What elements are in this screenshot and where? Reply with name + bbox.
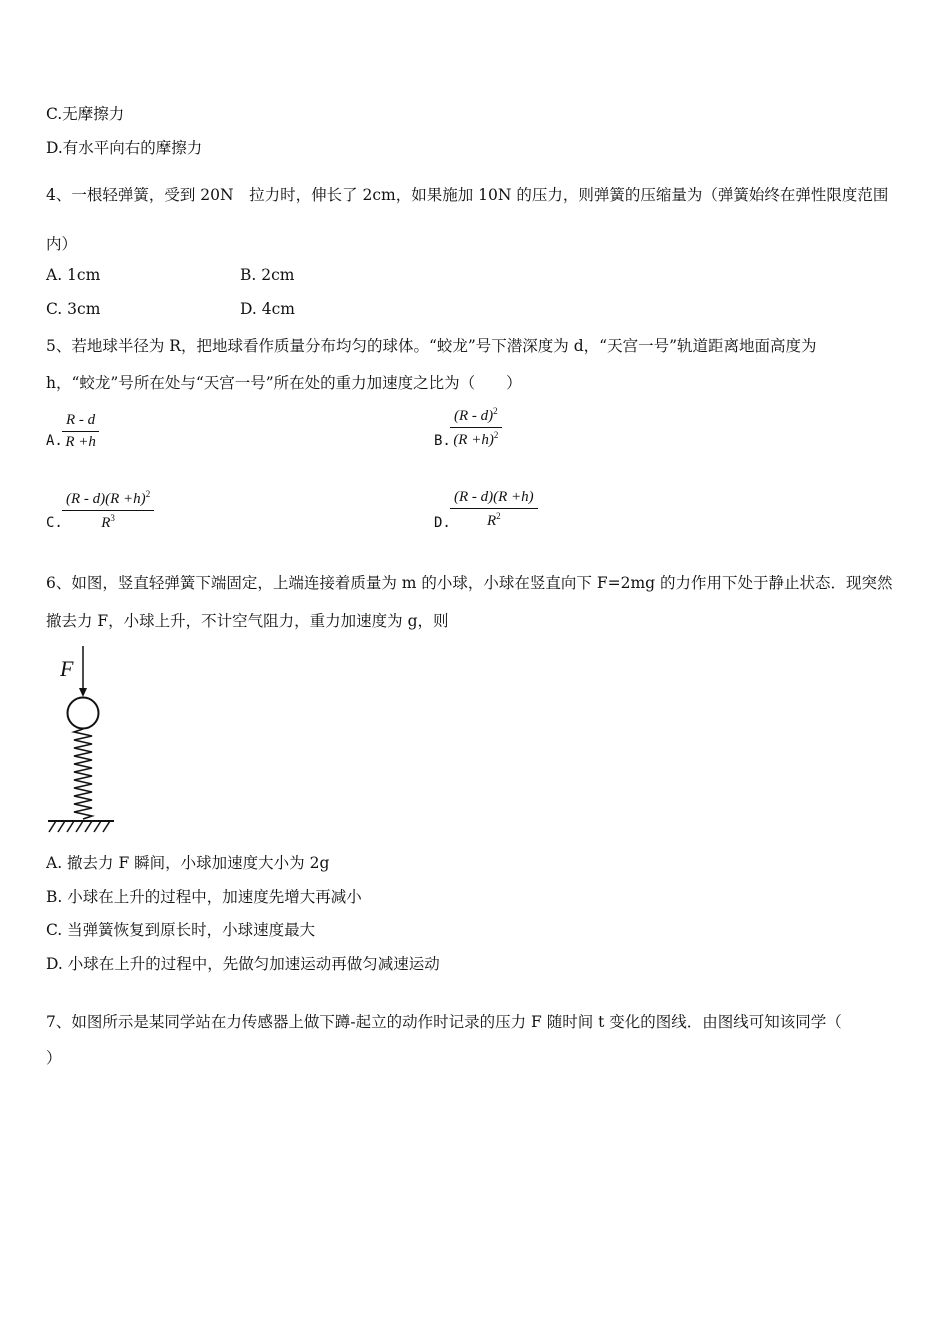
ball xyxy=(68,698,99,729)
q4-stem-line1: 4、一根轻弹簧，受到 20N 拉力时，伸长了 2cm，如果施加 10N 的压力，则弹簧的压缩量为（弹簧始终在弹性限度范围 xyxy=(46,186,889,204)
q5-option-d-numerator: (R - d)(R +h) xyxy=(450,489,538,509)
q5-option-c-numerator: (R - d)(R +h) xyxy=(66,491,146,507)
q7-stem-line2: ） xyxy=(46,1049,62,1067)
q4-option-d: D. 4cm xyxy=(240,300,295,318)
q5-option-c-num-exponent: 2 xyxy=(145,489,151,499)
q5-option-c-den-exponent: 3 xyxy=(110,513,115,523)
q5-option-a-formula xyxy=(62,412,99,451)
spring xyxy=(74,729,92,819)
q5-option-a-label: A. xyxy=(46,433,63,449)
q5-option-c-label: C. xyxy=(46,515,63,531)
q5-option-a-numerator: R - d xyxy=(62,412,99,432)
q5-option-b-den-exponent: 2 xyxy=(493,430,499,440)
q5-option-b-num-exponent: 2 xyxy=(493,406,498,416)
option-c-prev: C.无摩擦力 xyxy=(46,105,125,123)
q5-stem-line1: 5、若地球半径为 R，把地球看作质量分布均匀的球体。“蛟龙”号下潜深度为 d，“天宫一号”轨道距离地面高度为 xyxy=(46,337,817,355)
q4-option-c: C. 3cm xyxy=(46,300,101,318)
q6-option-c: C. 当弹簧恢复到原长时，小球速度最大 xyxy=(46,921,316,939)
q6-stem-line2: 撤去力 F，小球上升，不计空气阻力，重力加速度为 g，则 xyxy=(46,612,449,630)
q4-stem-line2: 内） xyxy=(46,235,78,253)
q5-option-d-label: D. xyxy=(434,515,451,531)
q6-option-a: A. 撤去力 F 瞬间，小球加速度大小为 2g xyxy=(46,854,330,872)
q7-stem-line1: 7、如图所示是某同学站在力传感器上做下蹲-起立的动作时记录的压力 F 随时间 t 变化的图线．由图线可知该同学（ xyxy=(46,1013,842,1031)
q4-option-a: A. 1cm xyxy=(46,266,101,284)
q6-option-d: D. 小球在上升的过程中，先做匀加速运动再做匀减速运动 xyxy=(46,955,440,973)
q6-stem-line1: 6、如图，竖直轻弹簧下端固定，上端连接着质量为 m 的小球，小球在竖直向下 F=2mg 的力作用下处于静止状态．现突然 xyxy=(46,574,893,592)
q5-option-d-den-exponent: 2 xyxy=(496,511,501,521)
force-arrow-head xyxy=(79,688,87,697)
ground-hatching xyxy=(49,821,110,832)
q5-option-b-numerator: (R - d) xyxy=(454,408,494,424)
option-d-prev: D.有水平向右的摩擦力 xyxy=(46,139,203,157)
q5-option-b-label: B. xyxy=(434,433,451,449)
q5-option-b-formula xyxy=(450,406,502,449)
q5-option-c-denominator: R xyxy=(101,515,111,531)
spring-ball-figure xyxy=(44,642,124,836)
q5-stem-line2: h，“蛟龙”号所在处与“天宫一号”所在处的重力加速度之比为（ ） xyxy=(46,374,522,392)
q5-option-c-formula xyxy=(62,489,154,532)
q5-option-a-denominator: R +h xyxy=(65,434,96,450)
q5-option-d-denominator: R xyxy=(487,513,497,529)
q4-option-b: B. 2cm xyxy=(240,266,295,284)
q6-option-b: B. 小球在上升的过程中，加速度先增大再减小 xyxy=(46,888,362,906)
q5-option-d-formula xyxy=(450,489,538,530)
q5-option-b-denominator: (R +h) xyxy=(453,432,494,448)
force-label: F xyxy=(60,656,74,681)
